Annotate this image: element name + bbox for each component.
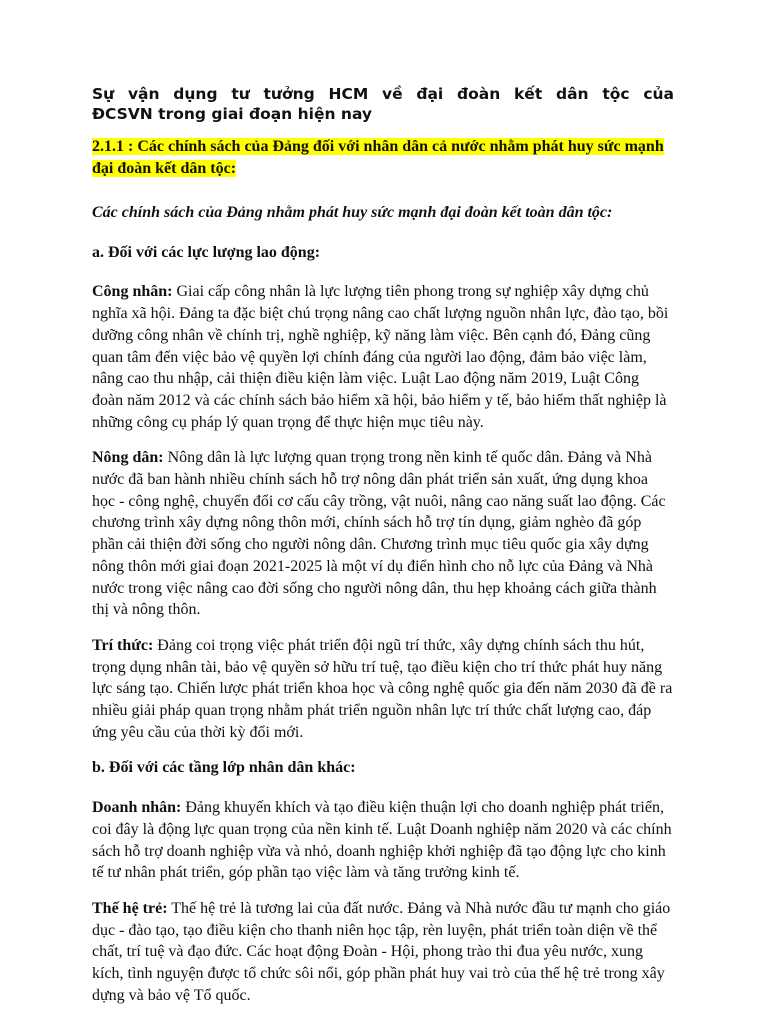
document-title: [92, 84, 674, 124]
title-line-1: Sự vận dụng tư tưởng HCM về đại đoàn kết dân tộc của: [92, 85, 674, 103]
part-a-heading: a. Đối với các lực lượng lao động:: [92, 243, 321, 261]
section-heading: [92, 136, 674, 180]
paragraph-label: Nông dân:: [92, 449, 164, 467]
paragraph-tri-thuc: [92, 635, 674, 744]
part-b-heading: b. Đối với các tầng lớp nhân dân khác:: [92, 759, 356, 777]
paragraph-label: Công nhân:: [92, 283, 173, 301]
paragraph-text: Giai cấp công nhân là lực lượng tiên phong trong sự nghiệp xây dựng chủ nghĩa xã hội. Đảng ta đặc biệt chú trọng nâng cao chất lượng nguồn nhân lực, đào tạo, bồi dưỡng công nhân về chính trị, nghề nghiệp, kỹ năng làm việc. Bên cạnh đó, Đảng cũng quan tâm đến việc bảo vệ quyền lợi chính đáng của người lao động, đảm bảo việc làm, nâng cao thu nhập, cải thiện điều kiện làm việc. Luật Lao động năm 2019, Luật Công đoàn năm 2012 và các chính sách bảo hiểm xã hội, bảo hiểm y tế, bảo hiểm thất nghiệp là những công cụ pháp lý quan trọng để thực hiện mục tiêu này.: [92, 283, 669, 431]
paragraph-doanh-nhan: [92, 797, 674, 884]
paragraph-cong-nhan: [92, 281, 674, 433]
paragraph-text: Đảng khuyến khích và tạo điều kiện thuận lợi cho doanh nghiệp phát triển, coi đây là động lực quan trọng của nền kinh tế. Luật Doanh nghiệp năm 2020 và các chính sách hỗ trợ doanh nghiệp vừa và nhỏ, doanh nghiệp khởi nghiệp đã tạo động lực cho kinh tế tư nhân phát triển, góp phần tạo việc làm và tăng trưởng kinh tế.: [92, 799, 672, 882]
document-page: [92, 84, 674, 1021]
paragraph-label: Trí thức:: [92, 636, 154, 654]
paragraph-label: Doanh nhân:: [92, 799, 182, 817]
title-line-2: ĐCSVN trong giai đoạn hiện nay: [92, 105, 373, 123]
paragraph-label: Thế hệ trẻ:: [92, 899, 168, 917]
intro-text: Các chính sách của Đảng nhằm phát huy sức mạnh đại đoàn kết toàn dân tộc:: [92, 204, 613, 221]
paragraph-the-he-tre: [92, 898, 674, 1007]
section-heading-text: 2.1.1 : Các chính sách của Đảng đối với nhân dân cả nước nhằm phát huy sức mạnh đại đoàn kết dân tộc:: [92, 138, 664, 177]
paragraph-nong-dan: [92, 447, 674, 621]
paragraph-text: Đảng coi trọng việc phát triển đội ngũ trí thức, xây dựng chính sách thu hút, trọng dụng nhân tài, bảo vệ quyền sở hữu trí tuệ, tạo điều kiện cho trí thức phát huy năng lực sáng tạo. Chiến lược phát triển khoa học và công nghệ quốc gia đến năm 2030 đã đề ra nhiều giải pháp quan trọng nhằm phát triển nguồn nhân lực trí thức chất lượng cao, đáp ứng yêu cầu của thời kỳ đổi mới.: [92, 636, 673, 741]
paragraph-text: Thế hệ trẻ là tương lai của đất nước. Đảng và Nhà nước đầu tư mạnh cho giáo dục - đào tạo, tạo điều kiện cho thanh niên học tập, rèn luyện, phát triển toàn diện về thể chất, trí tuệ và đạo đức. Các hoạt động Đoàn - Hội, phong trào thi đua yêu nước, xung kích, tình nguyện được tổ chức sôi nổi, góp phần phát huy vai trò của thế hệ trẻ trong xây dựng và bảo vệ Tổ quốc.: [92, 899, 671, 1004]
paragraph-text: Nông dân là lực lượng quan trọng trong nền kinh tế quốc dân. Đảng và Nhà nước đã ban hành nhiều chính sách hỗ trợ nông dân phát triển sản xuất, ứng dụng khoa học - công nghệ, chuyển đổi cơ cấu cây trồng, vật nuôi, nâng cao năng suất lao động. Các chương trình xây dựng nông thôn mới, chính sách hỗ trợ tín dụng, giảm nghèo đã góp phần cải thiện đời sống cho người nông dân. Chương trình mục tiêu quốc gia xây dựng nông thôn mới giai đoạn 2021-2025 là một ví dụ điển hình cho nỗ lực của Đảng và Nhà nước trong việc nâng cao đời sống cho người nông dân, thu hẹp khoảng cách giữa thành thị và nông thôn.: [92, 449, 666, 619]
